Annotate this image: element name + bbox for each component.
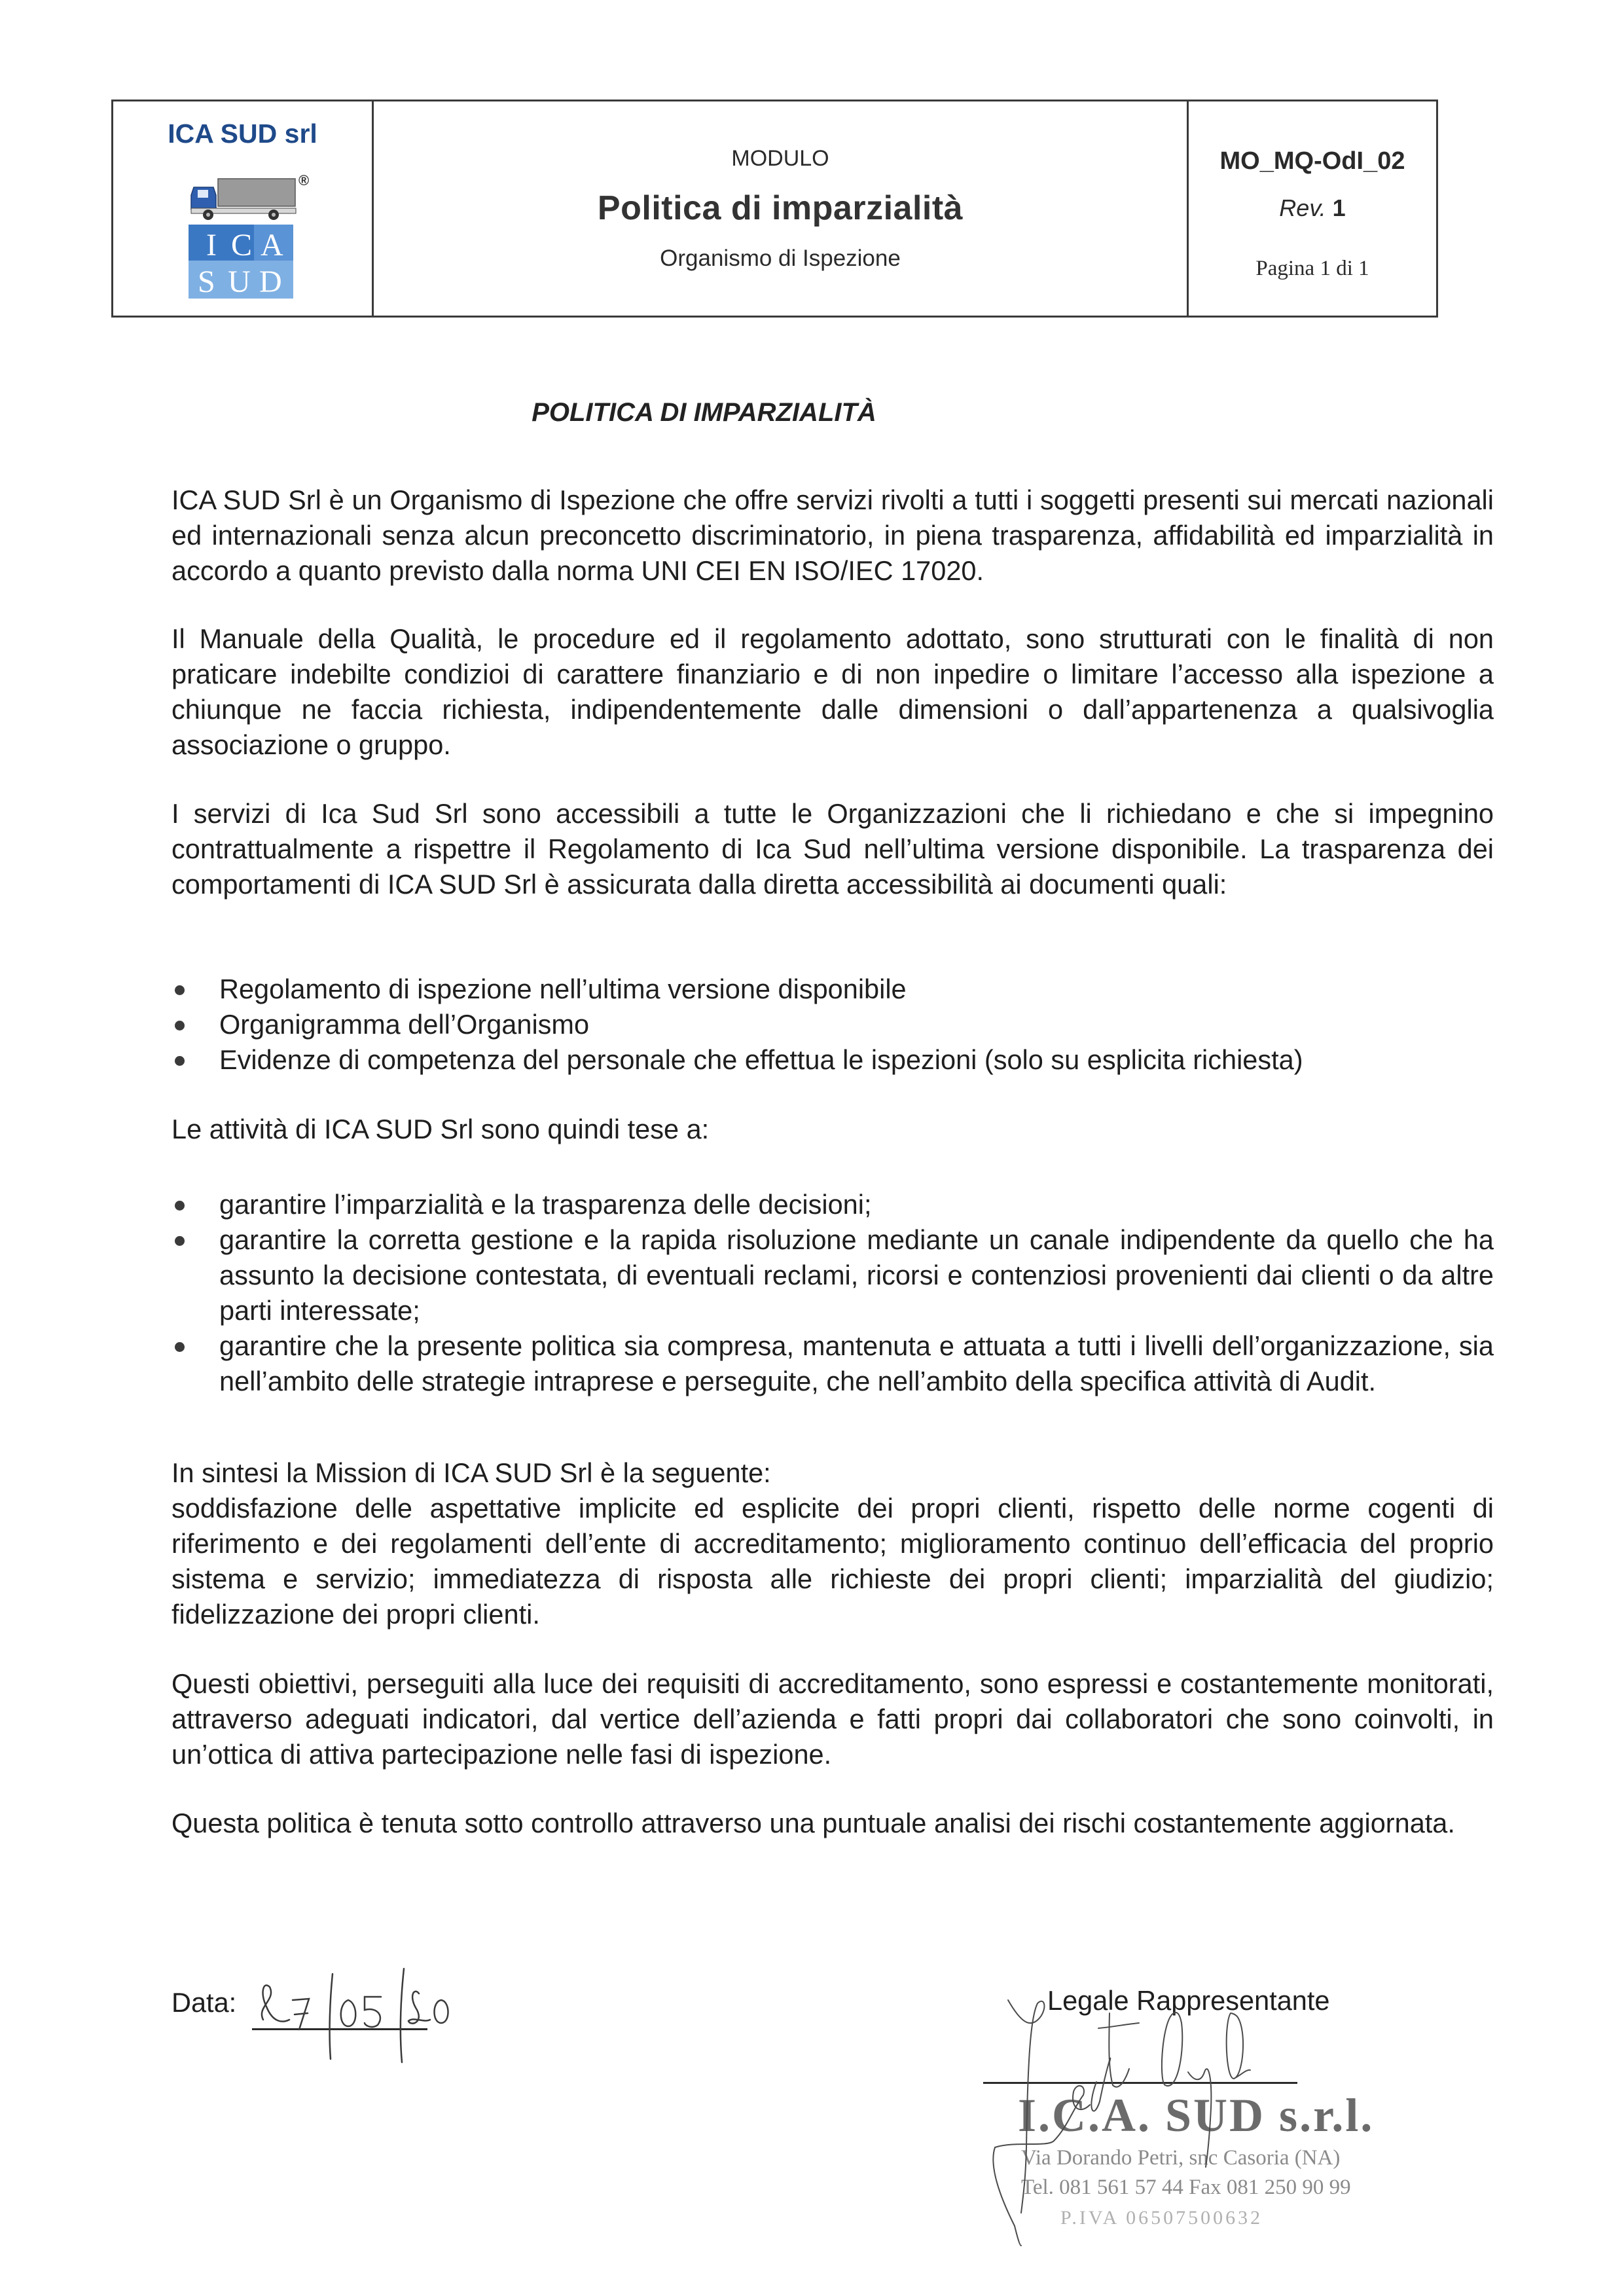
signature-block (969, 1951, 1492, 2265)
mission-text: soddisfazione delle aspettative implicite ed esplicite dei propri clienti, rispetto delle norme cogenti di riferimento e dei regolamenti dell’ente di accreditamento; miglioramento continuo dell’efficacia del proprio sistema e servizio; immediatezza di risposta alle richieste dei propri clienti; imparzialità del giudizio; fidelizzazione dei propri clienti. (171, 1493, 1494, 1630)
list-item: garantire la corretta gestione e la rapida risoluzione mediante un canale indipendente da quello che ha assunto la decisione contestata, di eventuali reclami, ricorsi e contenziosi provenienti dai clienti o da altre parti interessate; (171, 1222, 1494, 1328)
bullet-icon (175, 1342, 185, 1352)
paragraph-services: I servizi di Ica Sud Srl sono accessibili a tutte le Organizzazioni che li richiedano e che si impegnino contrattualmente a rispettre il Regolamento di Ica Sud nell’ultima versione disponibile. La trasparenza dei comportamenti di ICA SUD Srl è assicurata dalla diretta accessibilità ai documenti quali: (171, 798, 1494, 900)
svg-text:I: I (206, 228, 217, 263)
ica-sud-logo (189, 175, 300, 300)
document-header (111, 100, 1438, 318)
header-title-cell (374, 101, 1189, 316)
bullet-icon (175, 1056, 185, 1066)
paragraph-manual: Il Manuale della Qualità, le procedure ed il regolamento adottato, sono strutturati con le finalità di non praticare indebilte condizioi di carattere finanziario e di non inpedire o limitare l’accesso alla ispezione a chiunque ne faccia richiesta, indipendentemente dalle dimensioni o dall’appartenenza a qualsivoglia associazione o gruppo. (171, 623, 1494, 760)
svg-text:D: D (259, 264, 282, 299)
stamp-phone-fax: Tel. 081 561 57 44 Fax 081 250 90 99 (1021, 2176, 1351, 2199)
header-meta-cell (1189, 101, 1436, 316)
paragraph-intro: ICA SUD Srl è un Organismo di Ispezione che offre servizi rivolti a tutti i soggetti presenti sui mercati nazionali ed internazionali senza alcun preconcetto discriminatorio, in piena trasparenza, affidabilità ed imparzialità in accordo a quanto previsto dalla norma UNI CEI EN ISO/IEC 17020. (171, 484, 1494, 586)
page-info: Pagina 1 di 1 (1255, 257, 1369, 280)
form-type: MODULO (731, 146, 829, 171)
list-item: Evidenze di competenza del personale che effettua le ispezioni (solo su esplicita richiesta) (171, 1042, 1494, 1078)
company-name: ICA SUD srl (168, 118, 317, 149)
signature-line (983, 2082, 1297, 2084)
policy-heading: POLITICA DI IMPARZIALITÀ (532, 398, 876, 427)
svg-text:S: S (198, 264, 215, 299)
paragraph-objectives: Questi obiettivi, perseguiti alla luce dei requisiti di accreditamento, sono espressi e costantemente monitorati, attraverso adeguati indicatori, dal vertice dell’azienda e fatti propri dai collaboratori che sono coinvolti, in un’ottica di attiva partecipazione nelle fasi di ispezione. (171, 1668, 1494, 1770)
documents-list (171, 972, 1494, 1078)
bullet-icon (175, 985, 185, 995)
mission-intro: In sintesi la Mission di ICA SUD Srl è la seguente: (171, 1457, 771, 1488)
signatory-label: Legale Rappresentante (1047, 1985, 1330, 2016)
bullet-icon (175, 1236, 185, 1246)
list-item: garantire l’imparzialità e la trasparenza delle decisioni; (171, 1187, 1494, 1222)
document-title: Politica di imparzialità (597, 189, 964, 227)
revision (1189, 194, 1436, 222)
bullet-icon (175, 1201, 185, 1211)
registered-mark: ® (298, 172, 310, 189)
stamp-vat: P.IVA 06507500632 (1060, 2207, 1263, 2229)
date-field (171, 1954, 630, 2059)
list-item: garantire che la presente politica sia compresa, mantenuta e attuata a tutti i livelli dell’organizzazione, sia nell’ambito delle strategie intraprese e perseguite, che nell’ambito della specifica attività di Audit. (171, 1328, 1494, 1399)
handwritten-date (257, 1961, 453, 2066)
revision-label: Rev. (1279, 194, 1326, 221)
truck-icon (191, 179, 296, 220)
list-item: Regolamento di ispezione nell’ultima versione disponibile (171, 972, 1494, 1007)
document-code: MO_MQ-OdI_02 (1219, 147, 1405, 175)
list-item: Organigramma dell’Organismo (171, 1007, 1494, 1042)
activities-intro: Le attività di ICA SUD Srl sono quindi tese a: (171, 1114, 710, 1144)
date-label: Data: (171, 1987, 237, 2018)
stamp-address: Via Dorando Petri, snc Casoria (NA) (1021, 2146, 1341, 2170)
paragraph-control: Questa politica è tenuta sotto controllo attraverso una puntuale analisi dei rischi costantemente aggiornata. (171, 1808, 1455, 1838)
svg-text:A: A (261, 228, 283, 263)
document-subtitle: Organismo di Ispezione (660, 246, 901, 271)
revision-number: 1 (1332, 194, 1346, 221)
activities-list (171, 1187, 1494, 1399)
company-stamp: I.C.A. SUD s.r.l. (1018, 2089, 1375, 2141)
header-logo-cell (113, 101, 374, 316)
svg-text:U: U (228, 264, 251, 299)
svg-text:C: C (231, 228, 253, 263)
bullet-icon (175, 1021, 185, 1030)
